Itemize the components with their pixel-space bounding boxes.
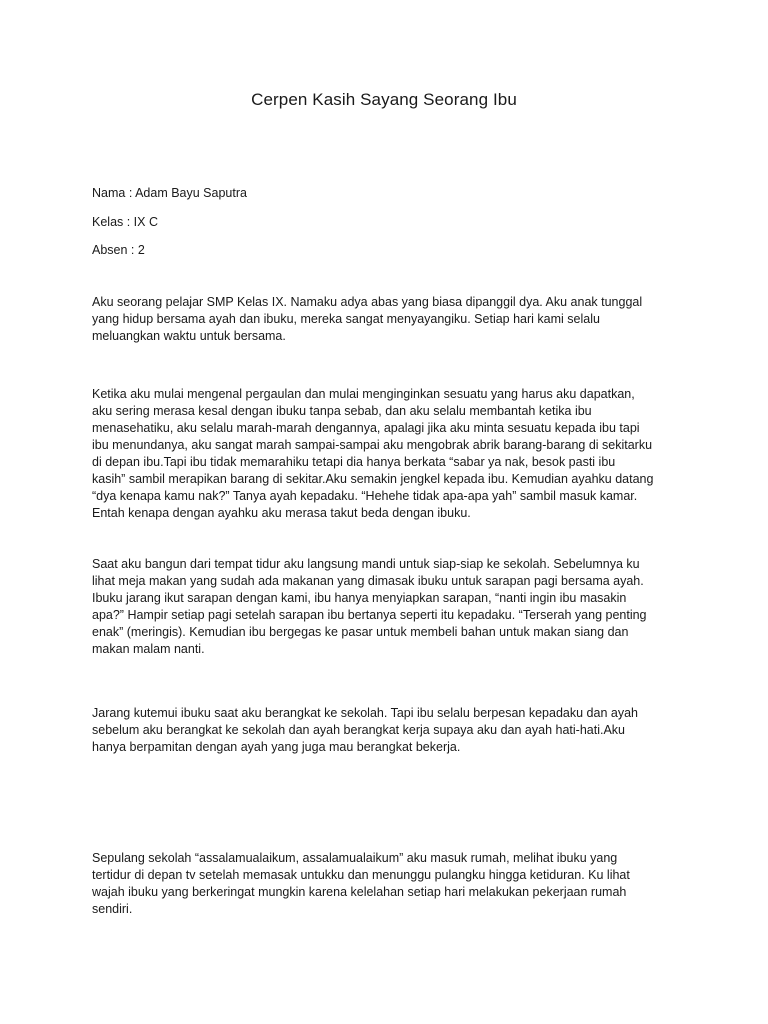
student-name: Nama : Adam Bayu Saputra	[92, 186, 247, 200]
paragraph-line: Aku seorang pelajar SMP Kelas IX. Namaku adya abas yang biasa dipanggil dya. Aku anak tunggal	[92, 295, 643, 309]
paragraph-line: “dya kenapa kamu nak?” Tanya ayah kepadaku. “Hehehe tidak apa-apa yah” sambil masuk kamar.	[92, 489, 638, 503]
paragraph-line: tertidur di depan tv setelah memasak untukku dan menunggu pulangku hingga ketiduran. Ku lihat	[92, 868, 630, 882]
paragraph-3	[92, 556, 682, 658]
document-title: Cerpen Kasih Sayang Seorang Ibu	[251, 90, 517, 109]
paragraph-line: Saat aku bangun dari tempat tidur aku langsung mandi untuk siap-siap ke sekolah. Sebelumnya ku	[92, 557, 640, 571]
paragraph-line: Entah kenapa dengan ayahku aku merasa takut beda dengan ibuku.	[92, 506, 471, 520]
paragraph-line: enak” (meringis). Kemudian ibu bergegas ke pasar untuk membeli bahan untuk makan siang dan	[92, 625, 629, 639]
paragraph-line: apa?” Hampir setiap pagi setelah sarapan ibu bertanya seperti itu kepadaku. “Terserah yang penting	[92, 608, 647, 622]
paragraph-line: sebelum aku berangkat ke sekolah dan ayah berangkat kerja supaya aku dan ayah hati-hati.Aku	[92, 723, 625, 737]
paragraph-line: kasih” sambil merapikan barang di sekitar.Aku semakin jengkel kepada ibu. Kemudian ayahku datang	[92, 472, 654, 486]
paragraph-1	[92, 294, 682, 345]
paragraph-line: di depan ibu.Tapi ibu tidak memarahiku tetapi dia hanya berkata “sabar ya nak, besok pasti ibu	[92, 455, 616, 469]
paragraph-line: makan malam nanti.	[92, 642, 205, 656]
paragraph-line: ibu menundanya, aku sangat marah sampai-sampai aku mengobrak abrik barang-barang di sekitarku	[92, 438, 653, 452]
paragraph-line: hanya berpamitan dengan ayah yang juga mau berangkat bekerja.	[92, 740, 461, 754]
paragraph-line: wajah ibuku yang berkeringat mungkin karena kelelahan setiap hari melakukan pekerjaan rumah	[92, 885, 627, 899]
student-class: Kelas : IX C	[92, 215, 158, 229]
paragraph-line: meluangkan waktu untuk bersama.	[92, 329, 286, 343]
paragraph-line: Sepulang sekolah “assalamualaikum, assalamualaikum” aku masuk rumah, melihat ibuku yang	[92, 851, 618, 865]
paragraph-line: yang hidup bersama ayah dan ibuku, mereka sangat menyayangiku. Setiap hari kami selalu	[92, 312, 600, 326]
paragraph-line: aku sering merasa kesal dengan ibuku tanpa sebab, dan aku selalu membantah ketika ibu	[92, 404, 592, 418]
paragraph-line: lihat meja makan yang sudah ada makanan yang dimasak ibuku untuk sarapan pagi bersama ayah.	[92, 574, 644, 588]
student-absen: Absen : 2	[92, 243, 145, 257]
paragraph-line: menasehatiku, aku selalu marah-marah dengannya, apalagi jika aku minta sesuatu kepada ibu tapi	[92, 421, 640, 435]
paragraph-line: Ibuku jarang ikut sarapan dengan kami, ibu hanya menyiapkan sarapan, “nanti ingin ibu masakin	[92, 591, 627, 605]
paragraph-line: sendiri.	[92, 902, 133, 916]
paragraph-5	[92, 850, 682, 918]
paragraph-line: Ketika aku mulai mengenal pergaulan dan mulai menginginkan sesuatu yang harus aku dapatkan,	[92, 387, 635, 401]
paragraph-line: Jarang kutemui ibuku saat aku berangkat ke sekolah. Tapi ibu selalu berpesan kepadaku dan ayah	[92, 706, 638, 720]
paragraph-4	[92, 705, 682, 756]
paragraph-2	[92, 386, 682, 522]
